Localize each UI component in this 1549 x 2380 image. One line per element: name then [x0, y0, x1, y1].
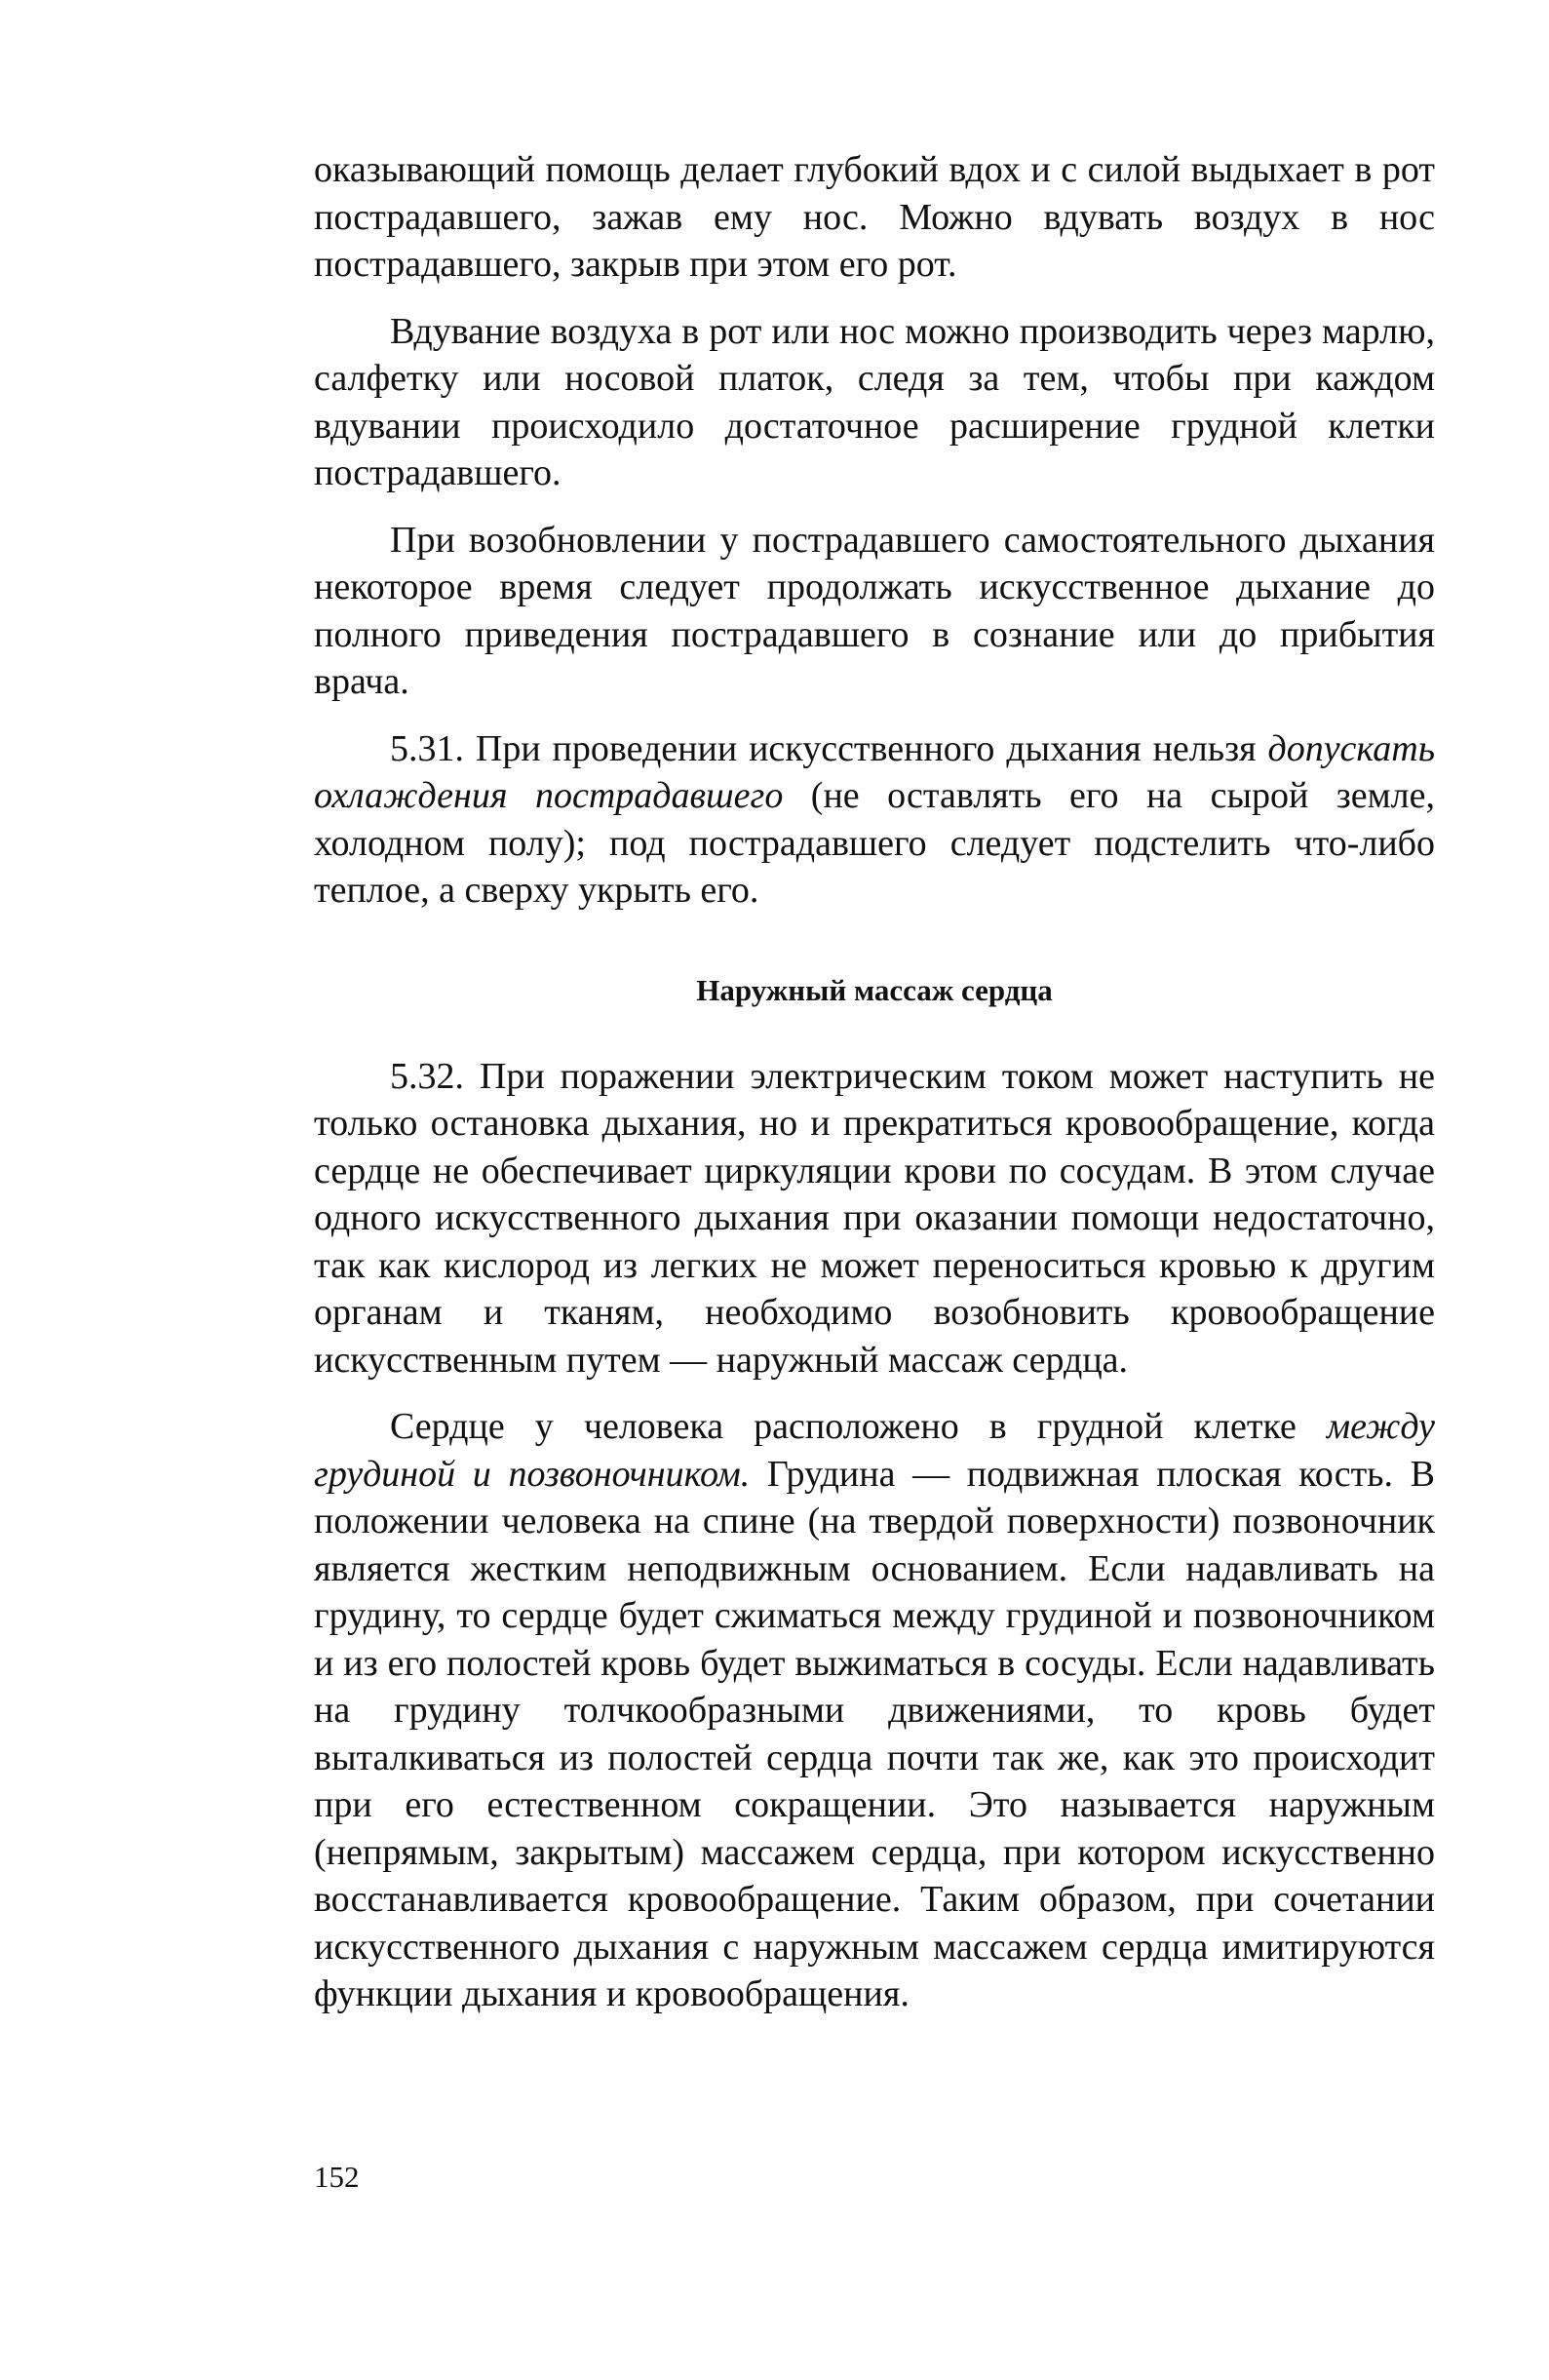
paragraph-5-31-lead: 5.31. При проведении искусственного дыхания нельзя: [390, 727, 1257, 769]
paragraph-resume-breathing: При возобновлении у пострадавшего самостоятельного дыхания некоторое время следует продолжать искусственное дыхание до полного приведения пострадавшего в сознание или до прибытия врача.: [314, 519, 1435, 702]
paragraph-5-31-emphasis: допускать охлаждения пострадавшего: [314, 727, 1435, 816]
page-number: 152: [314, 2160, 360, 2194]
paragraph-heart: [314, 1403, 1435, 2018]
paragraph-5-31: [314, 725, 1435, 915]
section-heading: Наружный массаж сердца: [696, 972, 1053, 1007]
paragraph-5-31-tail: (не оставлять его на сырой земле, холодном полу); под пострадавшего следует подстелить что-либо теплое, а сверху укрыть его.: [314, 775, 1435, 911]
page-body: [314, 146, 1435, 2018]
continuation-paragraph: оказывающий помощь делает глубокий вдох и с силой выдыхает в рот пострадавшего, зажав ему нос. Можно вдувать воздух в нос пострадавшего, закрыв при этом его рот.: [314, 149, 1435, 285]
paragraph-5-32: 5.32. При поражении электрическим током может наступить не только остановка дыхания, но и прекратиться кровообращение, когда сердце не обеспечивает циркуляции крови по сосудам. В этом случае одного искусственного дыхания при оказании помощи недостаточно, так как кислород из легких не может переноситься кровью к другим органам и тканям, необходимо возобновить кровообращение искусственным путем — наружный массаж сердца.: [314, 1055, 1435, 1381]
paragraph-heart-tail: Грудина — подвижная плоская кость. В положении человека на спине (на твердой поверхности) позвоночник является жестким неподвижным основанием. Если надавливать на грудину, то сердце будет сжиматься между грудиной и позвоночником и из его полостей кровь будет выжиматься в сосуды. Если надавливать на грудину толчкообразными движениями, то кровь будет выталкиваться из полостей сердца почти так же, как это происходит при его естественном сокращении. Это называется наружным (непрямым, закрытым) массажем сердца, при котором искусственно восстанавливается кровообращение. Таким образом, при сочетании искусственного дыхания с наружным массажем сердца имитируются функции дыхания и кровообращения.: [314, 1453, 1436, 2014]
paragraph-heart-emphasis: между грудиной и позвоночником.: [314, 1406, 1435, 1495]
paragraph-heart-lead: Сердце у человека расположено в грудной клетке: [390, 1406, 1297, 1447]
paragraph-gauze: Вдувание воздуха в рот или нос можно производить через марлю, салфетку или носовой платок, следя за тем, чтобы при каждом вдувании происходило достаточное расширение грудной клетки пострадавшего.: [314, 310, 1435, 493]
